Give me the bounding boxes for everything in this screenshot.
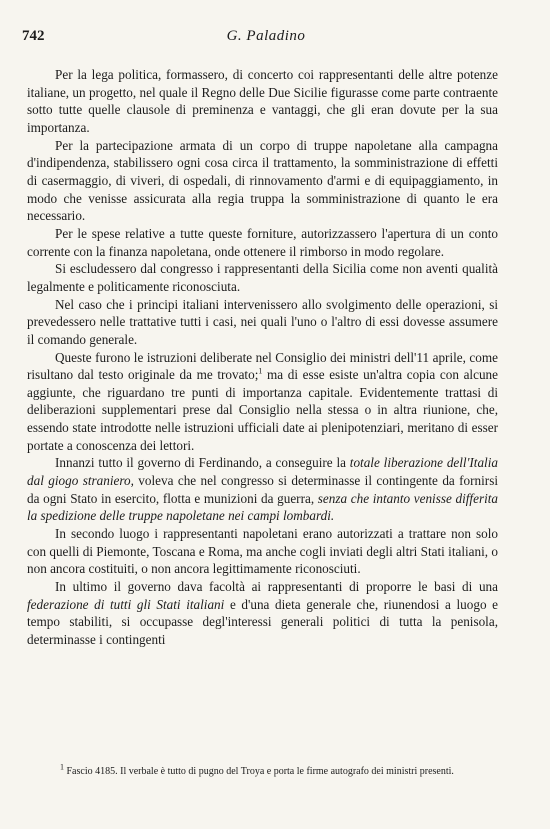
paragraph-governo-ferdinando	[27, 454, 498, 525]
page-number: 742	[22, 28, 45, 44]
ferdinando-continued: voleva che nel congresso si determinasse il contingente da fornirsi da ogni Stato in esercito, flotta e munizioni da guerra,	[27, 473, 498, 506]
ferdinando-text: Innanzi tutto il governo di Ferdinando, a conseguire la	[55, 455, 346, 471]
paragraph-partecipazione-armata: Per la partecipazione armata di un corpo di truppe napoletane alla campagna d'indipendenza, stabilissero ogni cosa circa il trattamento, la somministrazione di effetti di casermaggio, di viveri, di ospedali, di rinnovamento d'armi e di equipaggiamento, in modo che venisse assicurata alla regia truppa la somministrazione di quanto le era necessario.	[27, 137, 498, 224]
ultimo-continued: e d'una dieta generale che, riunendosi a luogo e tempo stabiliti, si occupasse degl'interessi generali politici di tutta la penisola, determinasse i contingenti	[27, 596, 499, 647]
running-head: G. Paladino	[226, 28, 306, 44]
ferdinando-emphasis: totale liberazione dell'Italia dal giogo straniero,	[27, 455, 498, 489]
paragraph-comando-generale: Nel caso che i principi italiani intervenissero allo svolgimento delle operazioni, si prevedessero nelle trattative tutti i casi, nei quali l'uno o l'altro di essi dovesse assumere il comando generale.	[27, 296, 498, 347]
paragraph-ultimo	[27, 578, 498, 649]
istruzioni-continued: ma di esse esiste un'altra copia con alcune aggiunte, che riguardano tre punti di importanza capitale. Evidentemente trattasi di deliberazioni supplementari prese dal Consiglio nella stessa o in altra riunione, che, essendo state introdotte nelle istruzioni ufficiali date ai plenipotenziari, meritano di esser portate a conoscenza dei lettori.	[27, 367, 498, 453]
footnote-text: Fascio 4185. Il verbale è tutto di pugno del Troya e porta le firme autografo dei ministri presenti.	[66, 766, 454, 777]
paragraph-lega-politica: Per la lega politica, formassero, di concerto coi rappresentanti delle altre potenze italiane, un progetto, nel quale il Regno delle Due Sicilie figurasse come parte contraente sotto tutte quelle clausole di preminenza e vantaggi, che gli eran dovute per la sua importanza.	[27, 67, 498, 135]
paragraph-sicilia: Si escludessero dal congresso i rappresentanti della Sicilia come non aventi qualità legalmente e politicamente riconosciuta.	[27, 261, 498, 294]
page-header	[22, 28, 510, 48]
footnote-reference: 1	[258, 366, 263, 376]
ultimo-text: In ultimo il governo dava facoltà ai rappresentanti di proporre le basi di una	[55, 579, 498, 595]
paragraph-spese: Per le spese relative a tutte queste forniture, autorizzassero l'apertura di un conto corrente con la finanza napoletana, onde ottenere il rimborso in modo regolare.	[27, 225, 498, 259]
paragraph-secondo-luogo: In secondo luogo i rappresentanti napoletani erano autorizzati a trattare non solo con quelli di Piemonte, Toscana e Roma, ma anche cogli inviati degli altri Stati italiani, o non ancora costituiti, o non ancora legittimamente riconosciuti.	[27, 526, 498, 577]
istruzioni-text: Queste furono le istruzioni deliberate nel Consiglio dei ministri dell'11 aprile, come risultano dal testo originale da me trovato;	[27, 349, 498, 383]
ultimo-emphasis: federazione di tutti gli Stati italiani	[27, 596, 225, 612]
footnote	[40, 764, 510, 779]
paragraph-istruzioni	[27, 349, 498, 455]
body-text	[27, 66, 498, 649]
footnote-mark: 1	[60, 762, 64, 772]
ferdinando-emphasis-2: senza che intanto venisse differita la spedizione delle truppe napoletane nei campi lombardi.	[27, 490, 498, 524]
